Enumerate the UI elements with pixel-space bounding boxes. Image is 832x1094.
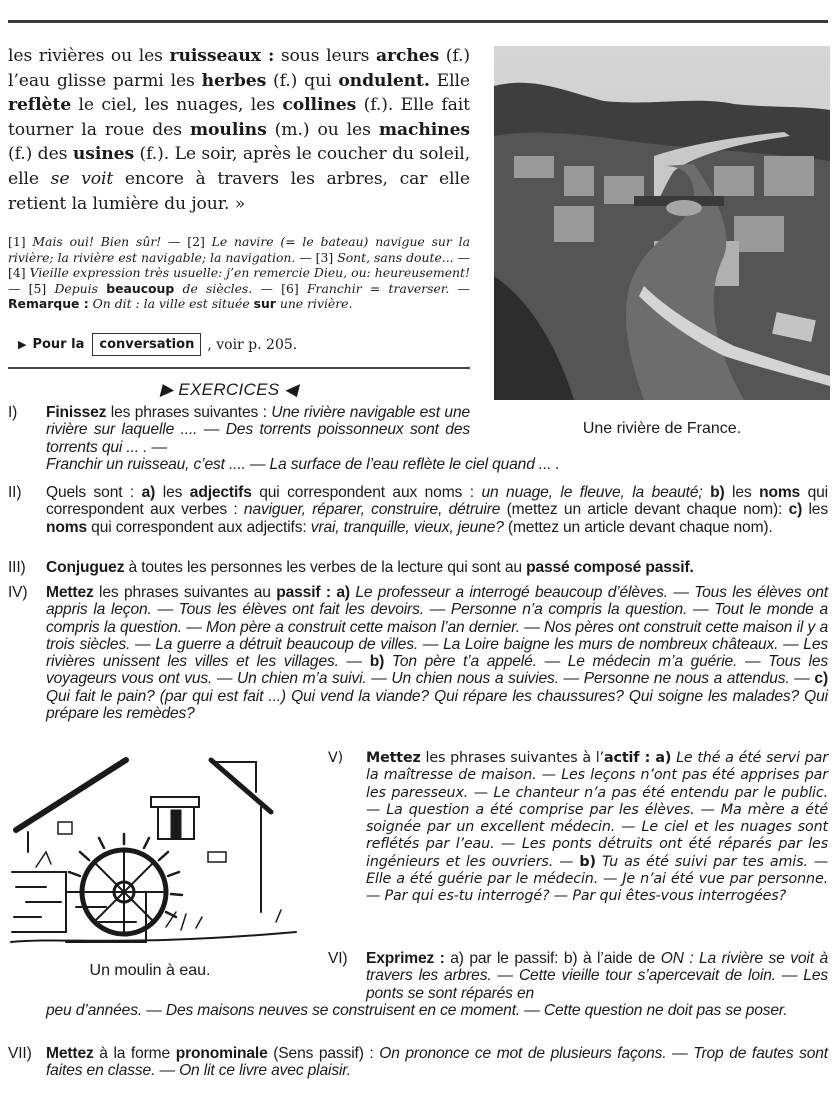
exercise-text [46,1045,828,1080]
italic-text: Le thé a été servi par la maîtresse de maison. — Les leçons n’ont pas été apprises par les paresseux. — Le chanteur n’a pas été entendu par le public. — La question a été comprise par les élèves. — Ma mère a été soignée par un excellent médecin. — Le ciel et les nuages sont reflétés par l’eau. — Les ponts détruits ont été réparés par les ingénieurs et les ouvriers. — [366,750,828,870]
mill-caption: Un moulin à eau. [89,962,211,979]
bold-term: Remarque : [8,296,89,312]
italic-text: vrai, tranquille, vieux, jeune? [310,518,504,536]
text-run: encore à travers les arbres, car elle retient la lumière du jour. » [8,168,470,214]
text-run: a) par le passif: b) à l’aide de [444,950,661,967]
bold-term: reflète [8,95,72,116]
text-run: (f.) qui [266,70,339,91]
text-run: qui correspondent aux adjectifs: [87,518,311,536]
italic-text: un nuage, le fleuve, la beauté; [481,484,703,501]
bold-term: b) [710,484,725,501]
exercise-6-continuation [46,1002,828,1019]
conversation-reference [18,333,297,356]
text-run: (f.). Le soir, après le coucher du soleil, elle [8,144,470,189]
bold-term: herbes [201,70,267,91]
italic-text: se voit [50,168,114,189]
section-rule [8,367,470,369]
text-run: le ciel, les nuages, les [71,95,283,116]
exercise-number: I) [8,404,18,421]
river-photo-image [494,46,830,400]
exercise-number: IV) [8,584,28,601]
text-run: qui correspondent aux noms : [251,484,482,501]
italic-text: ON : La rivière se voit à travers les arbres. — Cette vieille tour s’apercevait de loin. — Les ponts se sont réparés en [366,950,828,1002]
italic-text: Depuis [54,280,107,296]
exercise-text-continuation [46,456,746,473]
text-run: les rivières ou les [8,46,170,66]
exercise-4 [8,584,828,722]
bold-term: arches [375,46,440,66]
bold-term: c) [814,670,828,688]
exercise-text [46,584,828,722]
bold-term: noms [759,484,801,501]
exercise-text [46,404,470,456]
bold-term: ondulent. [338,70,430,91]
bold-term: noms [46,518,87,536]
exercise-7 [8,1045,828,1080]
text-run: les phrases suivantes à l’ [420,750,605,766]
conversation-prefix: Pour la [32,337,85,352]
text-run: qui correspondent aux verbes : [46,484,828,519]
bold-term: passé composé passif. [526,559,694,576]
text-run: les [802,501,828,519]
conversation-page-ref: , voir p. 205. [207,336,298,353]
bold-term: Conjuguez [46,559,125,576]
exercises-title: ▶ EXERCICES ◀ [160,380,298,399]
note-marker: — [6] [260,280,307,296]
exercise-text [366,750,828,906]
italic-text: On dit : la ville est située [88,296,254,312]
italic-text: naviguer, réparer, construire, détruire [243,501,501,519]
text-run: Quels sont : [46,484,142,501]
text-run: (m.) ou les [266,119,379,140]
text-run: à la forme [93,1045,176,1062]
note-marker: — [5] [8,280,55,296]
bold-term: Mettez [46,1045,94,1062]
text-run: Elle [429,70,470,91]
exercise-number: II) [8,484,22,501]
italic-text: Vieille expression très usuelle: j’en remercie Dieu, ou: heureusement! [29,265,470,281]
bold-term: sur [253,296,276,312]
exercise-1 [8,404,470,456]
conversation-box: conversation [92,333,201,356]
reading-passage [8,44,470,216]
italic-text: Qui fait le pain? (par qui est fait ...) Qui vend la viande? Qui répare les chaussures? Qui soigne les malades? Qui prépare les remèdes? [46,687,828,723]
water-mill-drawing [6,752,306,952]
text-run: les phrases suivantes : [106,404,272,421]
arrow-right-icon: ▶ [18,338,27,351]
bold-term: ruisseaux : [169,46,275,66]
exercise-2 [8,484,828,536]
bold-term: pronominale [175,1045,268,1062]
text-run: les [155,484,190,501]
bold-term: b) [579,853,596,870]
exercise-text [366,950,828,1002]
bold-term: moulins [189,119,267,140]
text-run: à toutes les personnes les verbes de la lecture qui sont au [124,559,527,576]
exercise-5 [328,750,828,906]
text-run [703,484,711,501]
exercise-3 [8,559,828,576]
italic-text: Le professeur a interrogé beaucoup d’élèves. — Tous les élèves ont appris la leçon. — Tous les élèves ont fait les devoirs. — Personne n’a compris la question. — Tout le monde a compris la question. — Mon père a construit cette maison l’an dernier. — Nos pères ont construit cette maison il y a trois siècles. — La guerre a détruit beaucoup de villes. — La Loire baigne les murs de nombreux châteaux. — Les rivières unissent les villes et les villages. — [46,584,828,671]
note-marker: [1] [8,234,33,249]
italic-text: Sont, sans doute... [337,249,458,265]
text-run: les phrases suivantes au [93,584,277,601]
text-run: (f.) l’eau glisse parmi les [8,46,470,91]
italic-text: Le navire (= le bateau) navigue sur la rivière; la rivière est navigable; la navigation. [8,234,471,265]
text-run: (mettez un article devant chaque nom): [500,501,789,519]
note-marker: — [449,280,470,296]
italic-text: de siècles. [174,280,261,296]
italic-text: Franchir un ruisseau, c’est .... — La surface de l’eau reflète le ciel quand ... . [46,456,560,473]
exercise-number: V) [328,750,344,766]
bold-term: passif : a) [276,584,350,601]
bold-term: c) [788,501,803,519]
text-run: (f.). Elle fait tourner la roue des [8,95,470,140]
italic-text: On prononce ce mot de plusieurs façons. — Trop de fautes sont faites en classe. — On lit ce livre avec plaisir. [46,1045,828,1080]
bold-term: Exprimez : [366,950,445,967]
italic-text: Tu as été suivi par tes amis. — Elle a été guérie par le médecin. — Je n’ai été vue par personne. — Par qui es-tu interrogé? — Par qui êtes-vous interrogées? [366,853,828,905]
text-run: (mettez un article devant chaque nom). [503,518,773,536]
bold-term: Finissez [46,404,107,421]
bold-term: usines [72,144,135,165]
water-mill-illustration [6,752,306,952]
italic-text: une rivière. [275,296,353,312]
exercise-text [46,559,828,576]
bold-term: a) [141,484,156,501]
bold-term: Mettez [46,584,94,601]
exercise-1-continuation [46,456,746,473]
bold-term: Mettez [366,750,421,766]
note-marker: — [4] [8,249,470,281]
footnotes [8,234,470,312]
exercise-6 [328,950,828,1002]
exercise-number: III) [8,559,26,576]
italic-text: peu d’années. — Des maisons neuves se construisent en ce moment. — Cette question ne doit pas se poser. [46,1002,788,1019]
exercise-text-continuation [46,1002,828,1019]
bold-term: actif : a) [604,750,672,766]
note-marker: — [3] [299,249,338,265]
exercise-text [46,484,828,536]
italic-text: Franchir = traverser. [306,280,450,296]
text-run: les [724,484,760,501]
italic-text: Une rivière navigable est une rivière sur laquelle .... — Des torrents poissonneux sont des torrents qui ... . — [46,404,470,456]
text-run: sous leurs [274,46,376,66]
river-photo [494,46,830,400]
text-run: (Sens passif) : [267,1045,380,1062]
note-marker: — [2] [168,234,212,249]
italic-text: Mais oui! Bien sûr! [32,234,169,249]
italic-text: Ton père t’a appelé. — Le médecin m’a guérie. — Tous les voyageurs vous ont vus. — Un chien m’a suivi. — Un chien nous a suivies. — Personne ne nous a attendus. — [46,653,828,688]
exercise-number: VI) [328,950,348,967]
photo-caption: Une rivière de France. [582,420,742,437]
text-run: (f.) des [8,144,73,165]
bold-term: machines [378,119,470,140]
bold-term: collines [282,95,357,116]
bold-term: adjectifs [189,484,252,501]
top-rule [8,20,828,23]
bold-term: beaucoup [106,280,175,296]
exercise-number: VII) [8,1045,32,1062]
bold-term: b) [369,653,385,671]
